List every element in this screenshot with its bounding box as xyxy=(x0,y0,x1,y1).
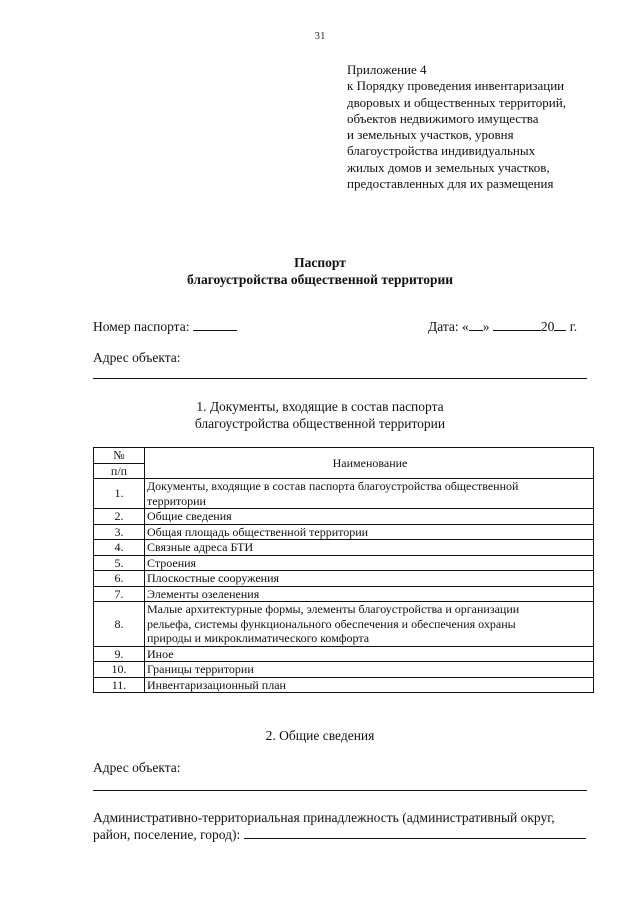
table-row xyxy=(94,555,594,571)
header-num: № xyxy=(94,448,145,464)
table-row xyxy=(94,524,594,540)
table-row xyxy=(94,662,594,678)
row-num: 7. xyxy=(94,586,145,602)
section-1-title-line-1: 1. Документы, входящие в состав паспорта xyxy=(196,399,444,414)
row-name-line: природы и микроклиматического комфорта xyxy=(147,631,370,645)
address-2-line[interactable] xyxy=(93,790,587,791)
row-num: 2. xyxy=(94,509,145,525)
appendix-line: объектов недвижимого имущества xyxy=(347,110,539,126)
section-1-title xyxy=(0,398,640,432)
table-row xyxy=(94,602,594,647)
row-num: 3. xyxy=(94,524,145,540)
title-line-1: Паспорт xyxy=(294,255,346,270)
appendix-line: к Порядку проведения инвентаризации xyxy=(347,78,565,94)
date-year-prefix: 20 xyxy=(540,319,555,334)
affiliation-line-1: Административно-территориальная принадлежность (административный округ, xyxy=(93,810,555,825)
header-name: Наименование xyxy=(145,448,594,479)
row-name: Связные адреса БТИ xyxy=(145,540,594,556)
table-row xyxy=(94,646,594,662)
row-name-line: территории xyxy=(147,493,206,508)
row-name-line: Документы, входящие в состав паспорта благоустройства общественной xyxy=(147,479,519,493)
row-num: 11. xyxy=(94,677,145,693)
header-num-sub: п/п xyxy=(94,463,145,479)
passport-number-label: Номер паспорта: xyxy=(93,319,190,334)
row-name: Инвентаризационный план xyxy=(145,677,594,693)
row-num: 10. xyxy=(94,662,145,678)
address-line[interactable] xyxy=(93,378,587,379)
section-2-title: 2. Общие сведения xyxy=(265,728,375,743)
date-mid: » xyxy=(482,319,490,334)
date-suffix: г. xyxy=(569,319,578,334)
row-num: 8. xyxy=(94,602,145,647)
appendix-line: Приложение 4 xyxy=(347,62,427,77)
section-1-title-line-2: благоустройства общественной территории xyxy=(194,416,446,431)
document-title xyxy=(0,254,640,288)
address-2-label: Адрес объекта: xyxy=(93,760,181,775)
row-name: Общие сведения xyxy=(145,509,594,525)
appendix-line: благоустройства индивидуальных xyxy=(347,143,536,159)
address-label: Адрес объекта: xyxy=(93,350,181,365)
row-name: Общая площадь общественной территории xyxy=(145,524,594,540)
affiliation-line-2-text: район, поселение, город): xyxy=(93,827,241,842)
row-name xyxy=(145,602,594,647)
date-day-blank[interactable] xyxy=(469,318,483,331)
affiliation-line-2 xyxy=(93,826,586,843)
row-name: Плоскостные сооружения xyxy=(145,571,594,587)
table-row xyxy=(94,571,594,587)
title-line-2: благоустройства общественной территории xyxy=(186,272,454,287)
appendix-line: предоставленных для их размещения xyxy=(347,176,554,192)
row-name: Иное xyxy=(145,646,594,662)
table-row xyxy=(94,677,594,693)
row-num: 5. xyxy=(94,555,145,571)
passport-number-field xyxy=(93,318,237,335)
row-num: 1. xyxy=(94,479,145,509)
table-row xyxy=(94,509,594,525)
row-name-line: Малые архитектурные формы, элементы благоустройства и организации xyxy=(147,602,520,616)
table-row xyxy=(94,479,594,509)
appendix-reference xyxy=(347,62,566,192)
appendix-line: и земельных участков, уровня xyxy=(347,127,514,143)
documents-table xyxy=(93,447,594,693)
appendix-line: дворовых и общественных территорий, xyxy=(347,94,566,110)
passport-number-blank[interactable] xyxy=(193,318,237,331)
row-name: Элементы озеленения xyxy=(145,586,594,602)
affiliation-blank[interactable] xyxy=(244,826,586,839)
passport-date-field xyxy=(428,318,577,335)
row-name xyxy=(145,479,594,509)
administrative-affiliation xyxy=(93,809,586,843)
table-row xyxy=(94,586,594,602)
date-month-blank[interactable] xyxy=(493,318,541,331)
row-name: Строения xyxy=(145,555,594,571)
date-year-blank[interactable] xyxy=(554,318,566,331)
page-number: 31 xyxy=(314,30,326,42)
row-num: 9. xyxy=(94,646,145,662)
row-name: Границы территории xyxy=(145,662,594,678)
row-num: 6. xyxy=(94,571,145,587)
row-name-line: рельефа, системы функционального обеспечения и обеспечения охраны xyxy=(147,616,516,631)
table-header-row xyxy=(94,448,594,464)
appendix-line: жилых домов и земельных участков, xyxy=(347,159,550,175)
table-row xyxy=(94,540,594,556)
row-num: 4. xyxy=(94,540,145,556)
date-label: Дата: « xyxy=(428,319,469,334)
